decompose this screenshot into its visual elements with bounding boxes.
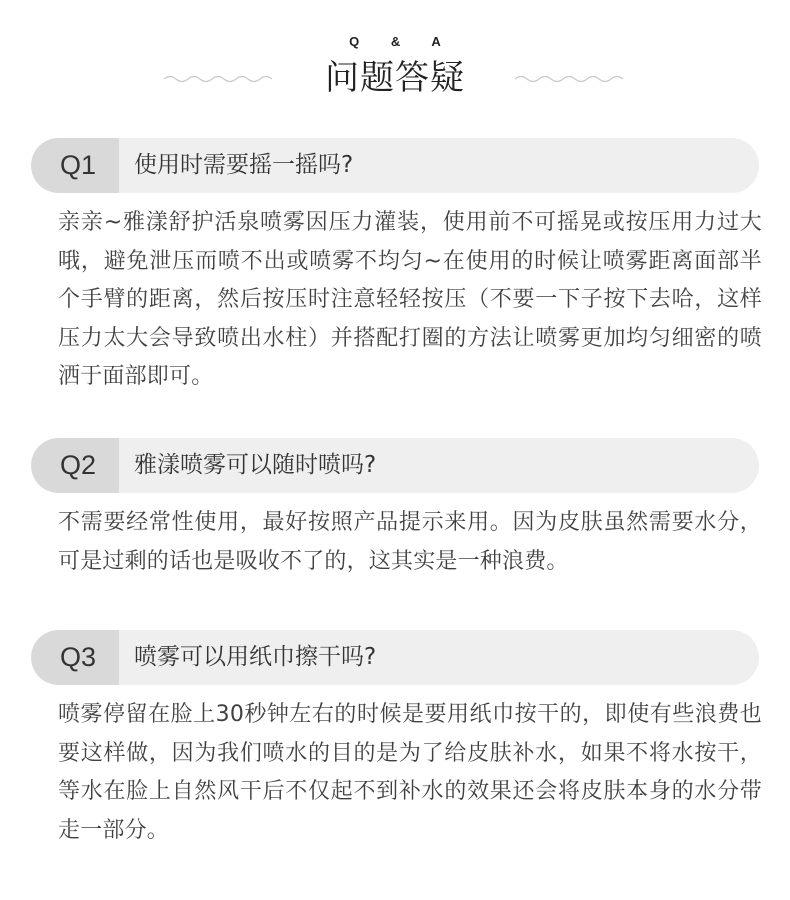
- answer-text: 亲亲~雅漾舒护活泉喷雾因压力灌装，使用前不可摇晃或按压用力过大哦，避免泄压而喷不出或喷雾不均匀~在使用的时候让喷雾距离面部半个手臂的距离，然后按压时注意轻轻按压（不要一下子按下去哈，这样压力太大会导致喷出水柱）并搭配打圈的方法让喷雾更加均匀细密的喷洒于面部即可。: [58, 210, 762, 389]
- question-number: Q3: [31, 630, 119, 685]
- qa-item-2: [31, 438, 762, 581]
- question-bar: [31, 630, 759, 685]
- question-text: 使用时需要摇一摇吗?: [134, 152, 354, 178]
- question-text: 喷雾可以用纸巾擦干吗?: [134, 644, 377, 670]
- answer-text: 喷雾停留在脸上30秒钟左右的时候是要用纸巾按干的，即使有些浪费也要这样做，因为我们喷水的目的是为了给皮肤补水，如果不将水按干，等水在脸上自然风干后不仅起不到补水的效果还会将皮肤本身的水分带走一部分。: [58, 702, 762, 843]
- page-header: [0, 0, 790, 110]
- question-text: 雅漾喷雾可以随时喷吗?: [134, 452, 377, 478]
- answer-text: 不需要经常性使用，最好按照产品提示来用。因为皮肤虽然需要水分，可是过剩的话也是吸收不了的，这其实是一种浪费。: [58, 510, 762, 574]
- qa-item-3: [31, 630, 762, 850]
- question-bar: [31, 138, 759, 193]
- qa-item-1: [31, 138, 762, 397]
- question-bar: [31, 438, 759, 493]
- question-number: Q2: [31, 438, 119, 493]
- right-wave-icon: [513, 68, 625, 88]
- qa-label: Q & A: [349, 34, 455, 49]
- page-title: 问题答疑: [325, 58, 465, 98]
- question-number: Q1: [31, 138, 119, 193]
